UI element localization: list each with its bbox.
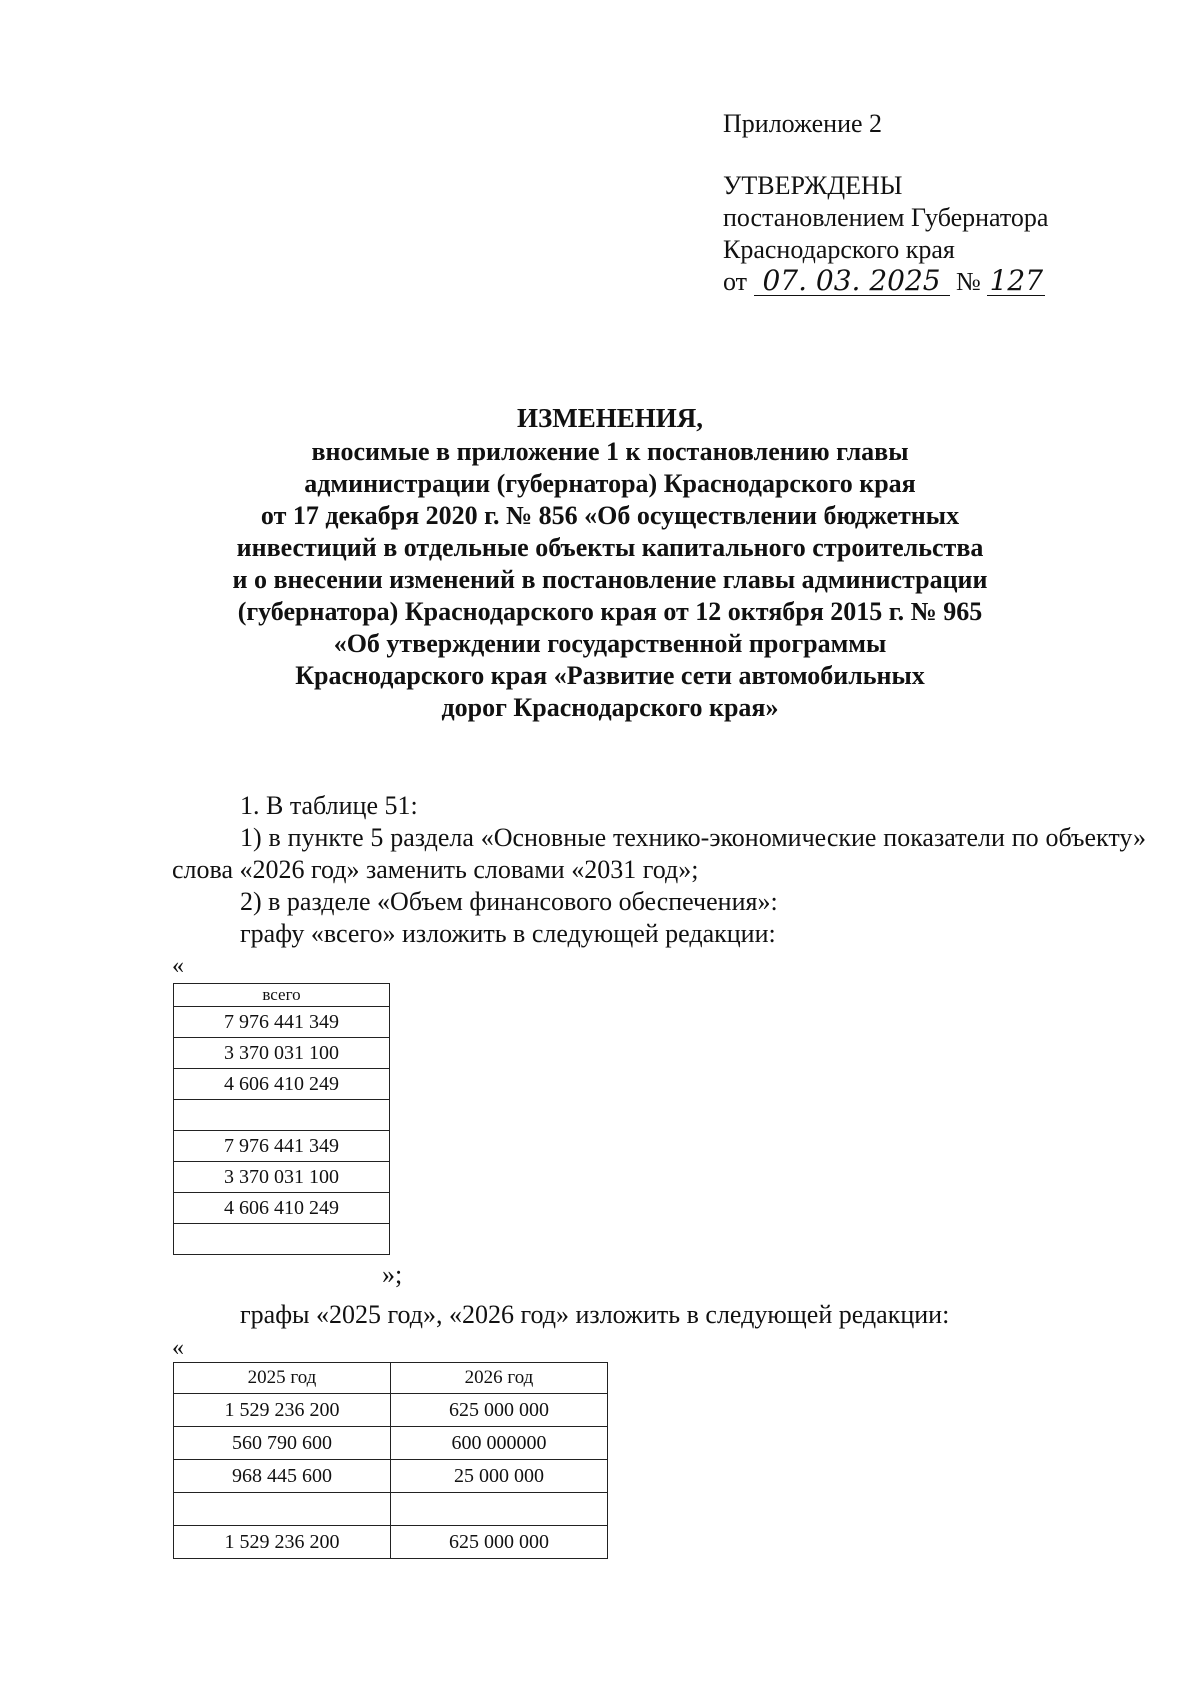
open-quote-2: « bbox=[172, 1335, 184, 1361]
table-cell: 4 606 410 249 bbox=[174, 1193, 390, 1224]
table-cell: 7 976 441 349 bbox=[174, 1131, 390, 1162]
document-title bbox=[160, 402, 1060, 724]
table-cell: 968 445 600 bbox=[174, 1460, 391, 1493]
table-cell: 3 370 031 100 bbox=[174, 1038, 390, 1069]
table-years bbox=[173, 1362, 608, 1559]
from-label: от bbox=[723, 267, 748, 296]
body-text bbox=[172, 790, 1146, 950]
paragraph-3: 2) в разделе «Объем финансового обеспечения»: bbox=[240, 887, 778, 916]
title-line: и о внесении изменений в постановление главы администрации bbox=[232, 565, 988, 594]
title-line: Краснодарского края «Развитие сети автомобильных bbox=[295, 661, 925, 690]
paragraph-1: 1. В таблице 51: bbox=[240, 791, 418, 820]
appendix-label: Приложение 2 bbox=[723, 109, 883, 138]
approval-line-3: Краснодарского края bbox=[723, 235, 955, 264]
title-line: администрации (губернатора) Краснодарского края bbox=[304, 469, 916, 498]
table-cell bbox=[391, 1493, 608, 1526]
approval-line-2: постановлением Губернатора bbox=[723, 203, 1049, 232]
table-cell bbox=[174, 1224, 390, 1255]
table-cell: 3 370 031 100 bbox=[174, 1162, 390, 1193]
table-cell: 1 529 236 200 bbox=[174, 1526, 391, 1559]
paragraph-2: 1) в пункте 5 раздела «Основные технико-экономические показатели по объекту» слова «2026 год» заменить словами «2031 год»; bbox=[172, 823, 1146, 884]
table-header-cell: 2025 год bbox=[174, 1363, 391, 1394]
table-cell: 625 000 000 bbox=[391, 1394, 608, 1427]
title-line: инвестиций в отдельные объекты капитального строительства bbox=[236, 533, 984, 562]
title-line: вносимые в приложение 1 к постановлению главы bbox=[311, 437, 909, 466]
table-cell bbox=[174, 1493, 391, 1526]
paragraph-4: графу «всего» изложить в следующей редакции: bbox=[240, 919, 776, 948]
table-cell: 4 606 410 249 bbox=[174, 1069, 390, 1100]
title-line: дорог Краснодарского края» bbox=[441, 693, 779, 722]
approved-label: УТВЕРЖДЕНЫ bbox=[723, 171, 903, 200]
paragraph-5: графы «2025 год», «2026 год» изложить в следующей редакции: bbox=[240, 1300, 950, 1329]
title-line: от 17 декабря 2020 г. № 856 «Об осуществлении бюджетных bbox=[260, 501, 960, 530]
table-header-cell: 2026 год bbox=[391, 1363, 608, 1394]
title-heading: ИЗМЕНЕНИЯ, bbox=[516, 403, 703, 433]
table-cell bbox=[174, 1100, 390, 1131]
table-cell: 625 000 000 bbox=[391, 1526, 608, 1559]
table-cell: 1 529 236 200 bbox=[174, 1394, 391, 1427]
table-total bbox=[173, 983, 390, 1255]
table-cell: 560 790 600 bbox=[174, 1427, 391, 1460]
table-cell: 7 976 441 349 bbox=[174, 1007, 390, 1038]
approval-date-line bbox=[723, 266, 1048, 298]
table-cell: 600 000000 bbox=[391, 1427, 608, 1460]
handwritten-date: 07. 03. 2025 bbox=[754, 267, 950, 296]
title-line: (губернатора) Краснодарского края от 12 октября 2015 г. № 965 bbox=[237, 597, 983, 626]
approval-block bbox=[723, 108, 1048, 298]
title-line: «Об утверждении государственной программы bbox=[333, 629, 887, 658]
table-header-cell: всего bbox=[174, 984, 390, 1007]
open-quote-1: « bbox=[172, 953, 184, 979]
number-label: № bbox=[956, 267, 981, 296]
handwritten-number: 127 bbox=[987, 267, 1045, 296]
table-cell: 25 000 000 bbox=[391, 1460, 608, 1493]
close-quote-1: »; bbox=[382, 1260, 403, 1289]
